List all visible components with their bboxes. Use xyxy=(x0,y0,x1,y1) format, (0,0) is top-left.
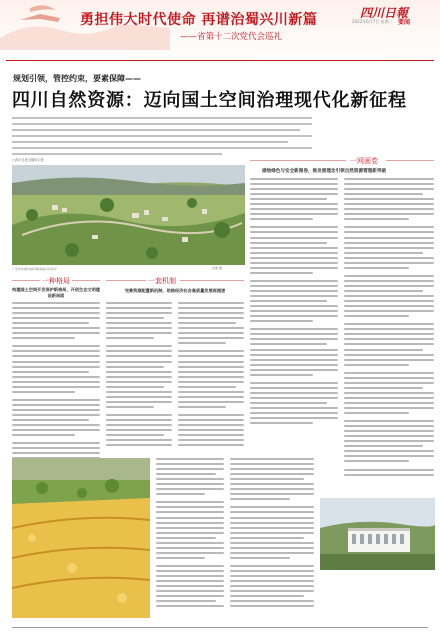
text-line xyxy=(344,333,434,335)
text-line xyxy=(250,387,338,389)
text-line xyxy=(156,542,224,544)
text-line xyxy=(12,404,100,406)
text-line xyxy=(344,420,434,422)
text-line xyxy=(106,429,172,431)
side-text-column-1 xyxy=(250,178,338,430)
text-line xyxy=(178,406,226,408)
text-line xyxy=(344,203,434,205)
text-line xyxy=(250,193,338,195)
text-line xyxy=(12,355,100,357)
side-section-title: 一网画卷 xyxy=(350,157,378,165)
header-divider xyxy=(6,60,434,61)
text-line xyxy=(344,237,434,239)
text-line xyxy=(250,407,338,409)
text-line xyxy=(106,317,164,319)
text-line xyxy=(178,419,244,421)
text-line xyxy=(250,257,338,259)
text-line xyxy=(156,517,224,519)
main-photo-credit: 吴楠 摄 xyxy=(212,266,222,270)
text-line xyxy=(106,444,172,446)
text-line xyxy=(344,310,434,312)
text-line xyxy=(178,337,244,339)
text-line xyxy=(344,354,434,356)
text-line xyxy=(12,434,75,436)
text-line xyxy=(178,424,244,426)
text-line xyxy=(12,302,100,304)
banner-subtitle: ——省第十二次党代会巡礼 xyxy=(180,32,283,42)
text-line xyxy=(250,295,338,297)
text-line xyxy=(250,208,338,210)
text-line xyxy=(12,376,100,378)
banner-title: 勇担伟大时代使命 再谱治蜀兴川新篇 xyxy=(80,12,318,28)
text-line xyxy=(178,317,244,319)
text-line xyxy=(230,552,314,554)
text-line xyxy=(12,386,100,388)
text-line xyxy=(230,600,314,602)
text-line xyxy=(230,532,314,534)
text-line xyxy=(12,337,75,339)
text-line xyxy=(106,424,172,426)
text-line xyxy=(250,280,338,282)
text-line xyxy=(230,570,314,572)
text-line xyxy=(156,537,216,539)
text-line xyxy=(12,361,100,363)
text-line xyxy=(156,483,224,485)
article-headline: 四川自然资源：迈向国土空间治理现代化新征程 xyxy=(12,90,407,111)
text-line xyxy=(344,208,434,210)
text-line xyxy=(250,247,338,249)
text-line xyxy=(156,532,224,534)
text-line xyxy=(344,188,434,190)
text-line xyxy=(250,305,338,307)
text-line xyxy=(106,434,164,436)
text-line xyxy=(230,542,314,544)
text-line xyxy=(344,435,434,437)
text-line xyxy=(344,359,434,361)
text-line xyxy=(12,381,100,383)
text-line xyxy=(230,527,314,529)
text-line xyxy=(106,391,172,393)
text-line xyxy=(12,399,100,401)
section-1-rule-left xyxy=(12,280,40,281)
side-text-column-2 xyxy=(344,178,434,479)
text-line xyxy=(230,565,314,567)
text-line xyxy=(344,280,434,282)
text-line xyxy=(230,493,314,495)
text-line xyxy=(344,377,434,379)
text-line xyxy=(344,392,434,394)
building-photo xyxy=(320,498,435,570)
text-line xyxy=(156,552,224,554)
text-line xyxy=(156,585,224,587)
body-column-5 xyxy=(230,458,314,610)
text-line xyxy=(230,605,314,607)
text-line xyxy=(344,323,434,325)
text-line xyxy=(250,252,338,254)
text-line xyxy=(106,345,172,347)
text-line xyxy=(250,310,338,312)
text-line xyxy=(178,332,244,334)
text-line xyxy=(178,312,244,314)
text-line xyxy=(344,247,434,249)
text-line xyxy=(106,366,164,368)
text-line xyxy=(250,397,338,399)
text-line xyxy=(106,396,172,398)
text-line xyxy=(230,458,314,460)
body-column-2 xyxy=(106,302,172,449)
text-line xyxy=(156,501,224,503)
text-line xyxy=(250,392,338,394)
text-line xyxy=(344,382,434,384)
text-line xyxy=(230,547,314,549)
text-line xyxy=(250,213,338,215)
text-line xyxy=(344,425,434,427)
text-line xyxy=(106,419,172,421)
text-line xyxy=(344,397,434,399)
text-line xyxy=(344,338,434,340)
text-line xyxy=(344,387,423,389)
text-line xyxy=(250,417,338,419)
text-line xyxy=(250,354,338,356)
text-line xyxy=(344,364,409,366)
text-line xyxy=(250,237,338,239)
text-line xyxy=(178,391,244,393)
main-photo-caption: 广安市华蓥市禄市镇美丽乡村风光 xyxy=(12,267,58,271)
text-line xyxy=(156,590,224,592)
text-line xyxy=(12,322,89,324)
text-line xyxy=(230,585,314,587)
text-line xyxy=(344,300,434,302)
text-line xyxy=(12,429,100,431)
text-line xyxy=(344,445,423,447)
text-line xyxy=(344,305,434,307)
text-line xyxy=(156,488,224,490)
text-line xyxy=(344,242,434,244)
edition-label: 要闻 xyxy=(398,19,411,26)
text-line xyxy=(106,302,172,304)
text-line xyxy=(250,343,327,345)
text-line xyxy=(156,493,205,495)
text-line xyxy=(156,547,224,549)
text-line xyxy=(12,317,100,319)
text-line xyxy=(178,327,244,329)
text-line xyxy=(106,322,172,324)
text-line xyxy=(344,469,434,471)
text-line xyxy=(178,439,244,441)
text-line xyxy=(178,444,244,446)
text-line xyxy=(344,450,434,452)
text-line xyxy=(156,575,224,577)
text-line xyxy=(250,178,338,180)
text-line xyxy=(344,412,409,414)
text-line xyxy=(12,307,100,309)
text-line xyxy=(250,359,338,361)
text-line xyxy=(344,275,434,277)
text-line xyxy=(344,460,409,462)
text-line xyxy=(12,452,100,454)
text-line xyxy=(230,498,290,500)
text-line xyxy=(344,198,434,200)
text-line xyxy=(250,320,313,322)
text-line xyxy=(230,483,314,485)
text-line xyxy=(230,488,314,490)
text-line xyxy=(250,231,338,233)
text-line xyxy=(178,355,244,357)
text-line xyxy=(178,361,244,363)
text-line xyxy=(344,440,434,442)
text-line xyxy=(250,382,338,384)
text-line xyxy=(106,386,164,388)
text-line xyxy=(344,252,423,254)
text-line xyxy=(230,595,304,597)
text-line xyxy=(344,349,423,351)
text-line xyxy=(344,213,434,215)
text-line xyxy=(178,401,244,403)
text-line xyxy=(250,198,327,200)
text-line xyxy=(12,409,100,411)
text-line xyxy=(250,338,338,340)
text-line xyxy=(250,328,338,330)
text-line xyxy=(344,455,434,457)
text-line xyxy=(106,376,172,378)
text-line xyxy=(156,570,224,572)
text-line xyxy=(344,407,434,409)
text-line xyxy=(156,580,224,582)
text-line xyxy=(12,419,89,421)
text-line xyxy=(344,262,434,264)
text-line xyxy=(250,290,338,292)
text-line xyxy=(156,522,224,524)
text-line xyxy=(230,517,314,519)
text-line xyxy=(106,350,172,352)
text-line xyxy=(230,537,304,539)
text-line xyxy=(12,332,100,334)
article-kicker: 规划引领，管控约束，要素保障—— xyxy=(13,74,141,83)
side-section-subhead: 描绘绿色与安全新图卷，推发展理念引领自然资源管理新突破 xyxy=(262,169,387,174)
text-line xyxy=(106,401,172,403)
text-line xyxy=(106,381,172,383)
text-line xyxy=(156,468,224,470)
section-2-rule-left xyxy=(106,280,146,281)
text-line xyxy=(344,285,434,287)
text-line xyxy=(12,327,100,329)
text-line xyxy=(178,376,244,378)
text-line xyxy=(106,406,154,408)
text-line xyxy=(230,463,314,465)
text-line xyxy=(344,430,434,432)
text-line xyxy=(156,557,205,559)
text-line xyxy=(344,178,434,180)
body-column-4 xyxy=(156,458,224,610)
text-line xyxy=(250,364,338,366)
text-line xyxy=(12,424,100,426)
text-line xyxy=(250,369,338,371)
text-line xyxy=(12,350,100,352)
text-line xyxy=(250,422,313,424)
text-line xyxy=(230,580,314,582)
text-line xyxy=(230,557,290,559)
text-line xyxy=(250,300,327,302)
text-line xyxy=(250,349,338,351)
text-line xyxy=(230,590,314,592)
text-line xyxy=(250,374,313,376)
text-line xyxy=(178,429,244,431)
text-line xyxy=(106,414,172,416)
text-line xyxy=(12,345,100,347)
text-line xyxy=(250,226,338,228)
text-line xyxy=(106,307,172,309)
text-line xyxy=(344,183,434,185)
text-line xyxy=(156,605,224,607)
text-line xyxy=(344,218,409,220)
text-line xyxy=(250,333,338,335)
text-line xyxy=(156,478,224,480)
text-line xyxy=(230,506,314,508)
section-2-subhead: 完善资源配置新机制，助推经济社会高质量发展再提速 xyxy=(124,288,226,293)
text-line xyxy=(230,478,304,480)
side-section-rule-right xyxy=(386,160,434,161)
field-photo xyxy=(12,458,150,618)
text-line xyxy=(178,302,244,304)
text-line xyxy=(178,322,236,324)
text-line xyxy=(250,427,338,430)
text-line xyxy=(106,439,172,441)
text-line xyxy=(106,327,172,329)
text-line xyxy=(156,506,224,508)
text-line xyxy=(12,442,100,444)
section-2-rule-right xyxy=(180,280,244,281)
text-line xyxy=(250,218,313,220)
text-line xyxy=(12,371,89,373)
text-line xyxy=(156,595,224,597)
footer-rule xyxy=(12,627,428,628)
article-byline: □四川日报全媒体记者 xyxy=(12,158,44,162)
newspaper-logo: 四川日報 xyxy=(360,6,409,20)
text-line xyxy=(106,332,172,334)
text-line xyxy=(12,312,100,314)
text-line xyxy=(250,188,338,190)
text-line xyxy=(178,434,244,436)
text-line xyxy=(156,473,216,475)
text-line xyxy=(178,414,244,416)
issue-info: 2022年6月7日 星期二 xyxy=(352,19,393,24)
text-line xyxy=(344,193,423,195)
text-line xyxy=(156,511,224,513)
text-line xyxy=(250,272,313,274)
text-line xyxy=(106,371,172,373)
text-line xyxy=(12,447,100,449)
text-line xyxy=(250,203,338,205)
text-line xyxy=(178,386,236,388)
section-1-subhead: 构建国土空间开发保护新格局，开创生态文明建设新局面 xyxy=(12,287,100,298)
body-column-3 xyxy=(178,302,244,449)
text-line xyxy=(12,366,100,368)
text-line xyxy=(250,267,338,269)
text-line xyxy=(230,522,314,524)
text-line xyxy=(344,226,434,228)
text-line xyxy=(230,575,314,577)
text-line xyxy=(12,414,100,416)
text-line xyxy=(106,337,154,339)
text-line xyxy=(178,366,244,368)
text-line xyxy=(106,355,172,357)
text-line xyxy=(344,402,434,404)
text-line xyxy=(178,307,244,309)
text-line xyxy=(230,468,314,470)
text-line xyxy=(178,381,244,383)
text-line xyxy=(230,511,314,513)
text-line xyxy=(156,463,224,465)
text-line xyxy=(344,295,434,297)
text-line xyxy=(106,361,172,363)
text-line xyxy=(12,391,75,393)
text-line xyxy=(344,372,434,374)
section-1-title: 一种格局 xyxy=(42,277,70,285)
text-line xyxy=(106,312,172,314)
text-line xyxy=(178,396,244,398)
text-line xyxy=(250,183,338,185)
text-line xyxy=(230,473,314,475)
text-line xyxy=(344,343,434,345)
text-line xyxy=(250,285,338,287)
main-photo xyxy=(12,165,245,265)
section-2-title: 一套机制 xyxy=(148,277,176,285)
text-line xyxy=(156,458,224,460)
text-line xyxy=(178,350,244,352)
text-line xyxy=(250,262,338,264)
text-line xyxy=(344,257,434,259)
text-line xyxy=(250,242,327,244)
text-line xyxy=(344,474,434,476)
text-line xyxy=(250,315,338,317)
text-line xyxy=(344,328,434,330)
text-line xyxy=(250,402,327,404)
text-line xyxy=(156,600,216,602)
article-lead xyxy=(12,115,312,155)
section-1-rule-right xyxy=(72,280,100,281)
text-line xyxy=(344,315,409,317)
text-line xyxy=(344,231,434,233)
text-line xyxy=(178,371,244,373)
text-line xyxy=(344,290,423,292)
text-line xyxy=(156,527,224,529)
text-line xyxy=(178,342,226,344)
text-line xyxy=(344,267,409,269)
side-section-rule-left xyxy=(250,160,346,161)
text-line xyxy=(156,565,224,567)
text-line xyxy=(250,412,338,414)
